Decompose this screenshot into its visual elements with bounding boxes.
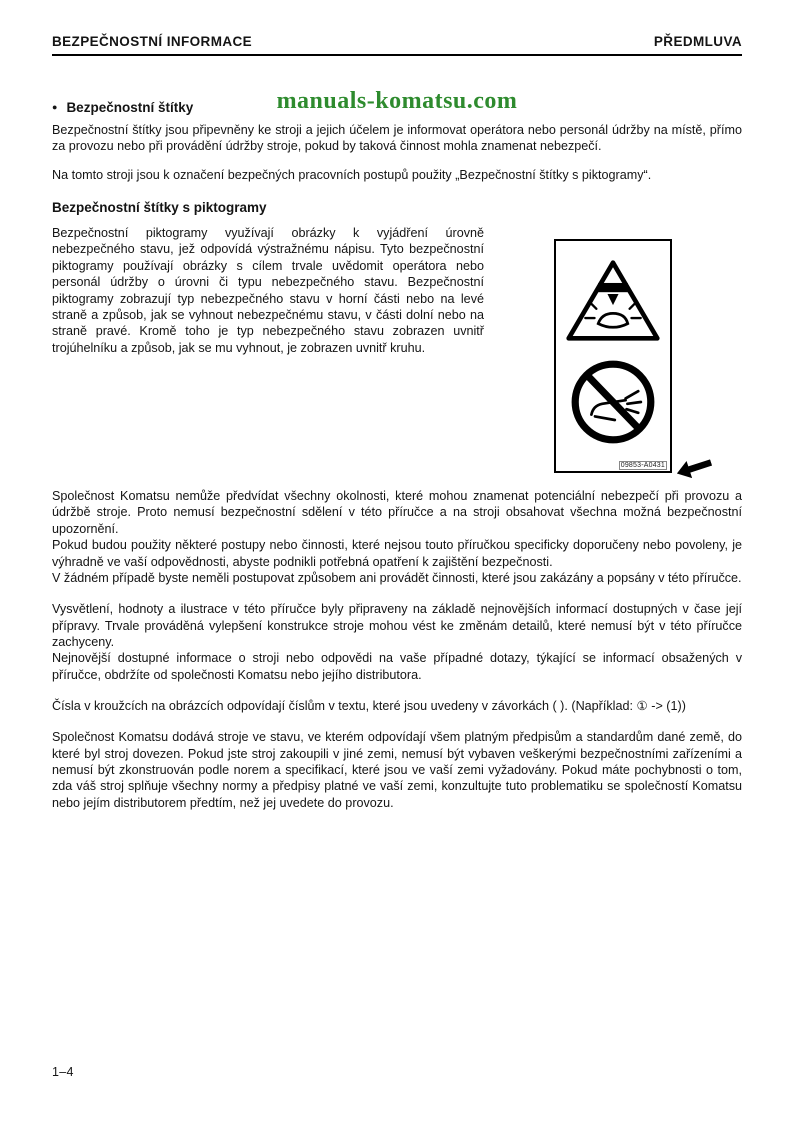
pictogram-figure: [554, 239, 672, 473]
disclaimer-block: [52, 488, 742, 586]
pictogram-plate: [554, 239, 672, 473]
paragraph: Nejnovější dostupné informace o stroji nebo odpovědi na vaše případné dotazy, týkající se informací obsažených v příručce, obdržíte od společnosti Komatsu nebo jejího distributora.: [52, 651, 742, 682]
callout-arrow-icon: [674, 454, 714, 482]
paragraph: Pokud budou použity některé postupy nebo činnosti, které nejsou touto příručkou specificky doporučeny nebo povoleny, je výhradně ve vaší odpovědnosti, abyste podnikli potřebná opatření k zajištění bezpečnosti.: [52, 538, 742, 569]
paragraph: Vysvětlení, hodnoty a ilustrace v této příručce byly připraveny na základě nejnovějších informací dostupných v čase její přípravy. Trvale prováděná vylepšení konstrukce stroje mohou vést ke změnám detailů, které nemusí být v této příručce zachyceny.: [52, 602, 742, 649]
header-chapter-title: PŘEDMLUVA: [653, 34, 742, 49]
page-number: 1–4: [52, 1065, 74, 1079]
figure-part-number: 09853-A0431: [620, 462, 665, 470]
bullet-icon: ●: [52, 102, 58, 112]
prohibition-no-reach-circle-icon: [568, 357, 658, 447]
pictogram-section: [52, 225, 742, 473]
page-header: [52, 34, 742, 54]
header-rule: [52, 54, 742, 56]
paragraph: Společnost Komatsu nemůže předvídat všechny okolnosti, které mohou znamenat potenciální nebezpečí při provozu a údržbě stroje. Proto nemusí bezpečnostní sdělení v této příručce a na stroji obsahovat všechna možná bezpečnostní upozornění.: [52, 489, 742, 536]
bullet-heading-label: Bezpečnostní štítky: [66, 100, 194, 115]
paragraph: Bezpečnostní štítky jsou připevněny ke stroji a jejich účelem je informovat operátora nebo personál údržby na místě, přímo za provozu nebo při provádění údržby stroje, pokud by taková činnost mohla znamenat nebezpečí.: [52, 123, 742, 154]
paragraph: Bezpečnostní piktogramy využívají obrázky k vyjádření úrovně nebezpečného stavu, jež odpovídá výstražnému nápisu. Tyto bezpečnostní piktogramy používají obrázky s cílem trvale uvědomit operátora nebo personál údržby o úrovni či typu nebezpečného stavu. Bezpečnostní piktogramy zobrazují typ nebezpečného stavu v horní části nebo na levé straně a způsob, jak se vyhnout nebezpečnému stavu, v části dolní nebo na straně pravé. Kromě toho je typ nebezpečného stavu zobrazen uvnitř trojúhelníku a způsob, jak se mu vyhnout, je zobrazen uvnitř kruhu.: [52, 226, 484, 355]
circled-numbers-note-block: [52, 698, 742, 714]
header-section-title: BEZPEČNOSTNÍ INFORMACE: [52, 34, 253, 49]
paragraph: V žádném případě byste neměli postupovat způsobem ani provádět činnosti, které jsou zakázány a popsány v této příručce.: [52, 570, 742, 585]
section-heading: Bezpečnostní štítky s piktogramy: [52, 200, 267, 216]
paragraph: Čísla v kroužcích na obrázcích odpovídají číslům v textu, které jsou uvedeny v závorkách ( ). (Například: ① -> (1)): [52, 699, 686, 714]
revisions-block: [52, 601, 742, 683]
watermark-text: manuals-komatsu.com: [276, 88, 518, 114]
compliance-block: [52, 729, 742, 811]
paragraph: Společnost Komatsu dodává stroje ve stavu, ve kterém odpovídají všem platným předpisům a standardům dané země, do které byl stroj dovezen. Pokud jste stroj zakoupili v jiné zemi, nemusí být vybaven veškerými bezpečnostními zařízeními a nemusí být zkonstruován podle norem a specifikací, které jsou ve vaší zemi vyžadovány. Pokud máte pochybnosti o tom, zda váš stroj splňuje všechny normy a předpisy platné ve vaší zemi, konzultujte tuto problematiku se společností Komatsu nebo jejím distributorem předtím, než jej uvedete do provozu.: [52, 730, 742, 810]
paragraph: Na tomto stroji jsou k označení bezpečných pracovních postupů použity „Bezpečnostní štítky s piktogramy“.: [52, 167, 652, 182]
crush-hazard-warning-triangle-icon: [565, 257, 661, 344]
